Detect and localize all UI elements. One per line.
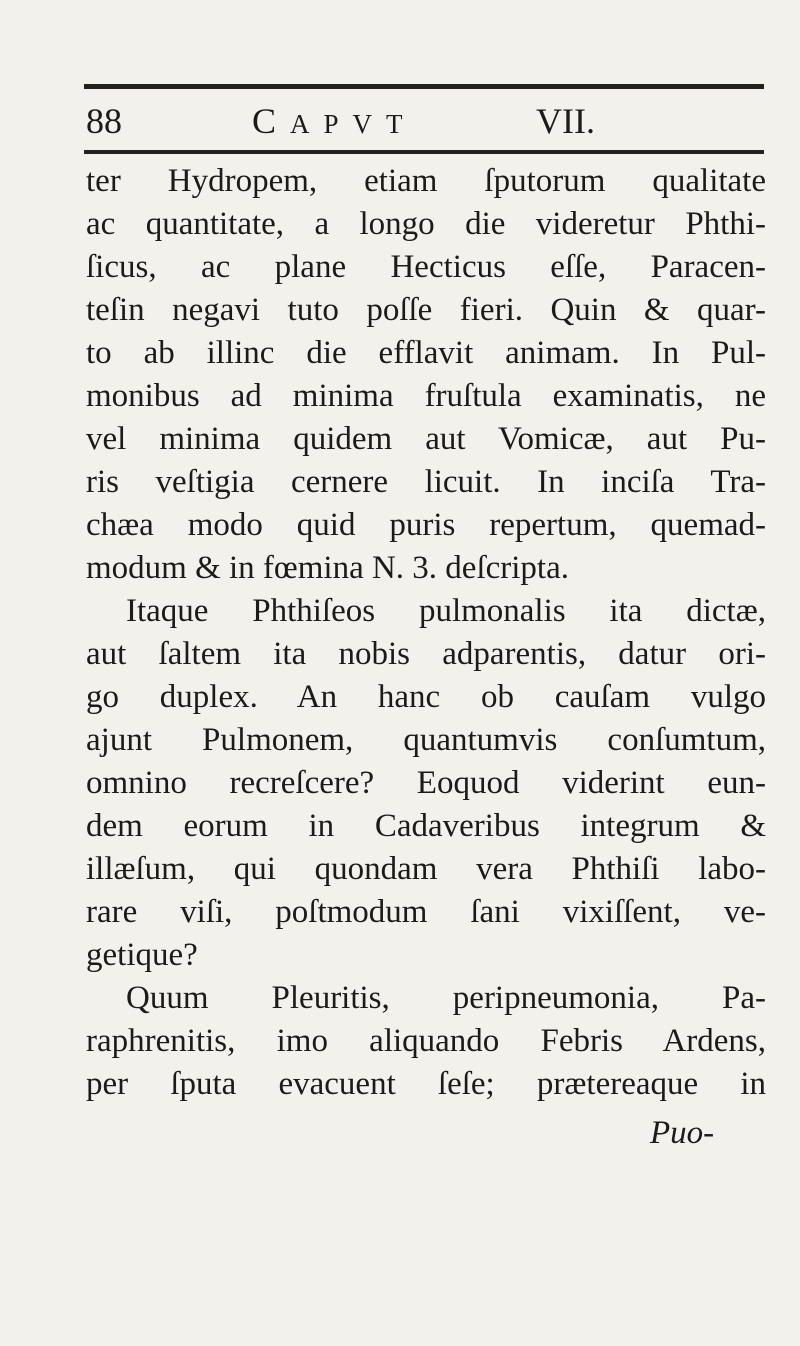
text-line: modum & in fœmina N. 3. deſcripta. bbox=[86, 550, 569, 586]
text-line: chæa modo quid puris repertum, quemad- bbox=[86, 507, 766, 543]
running-title-initial: C bbox=[252, 101, 291, 141]
text-line: Quum Pleuritis, peripneumonia, Pa- bbox=[126, 980, 766, 1016]
text-line: rare viſi, poſtmodum ſani vixiſſent, ve- bbox=[86, 894, 766, 930]
text-line: illæſum, qui quondam vera Phthiſi labo- bbox=[86, 851, 766, 887]
header-rule-bottom bbox=[84, 150, 764, 154]
text-line: per ſputa evacuent ſeſe; prætereaque in bbox=[86, 1066, 766, 1102]
running-title-rest: APVT bbox=[290, 109, 417, 139]
text-line: go duplex. An hanc ob cauſam vulgo bbox=[86, 679, 766, 715]
text-line: ter Hydropem, etiam ſputorum qualitate bbox=[86, 163, 766, 199]
text-line: monibus ad minima fruſtula examinatis, ne bbox=[86, 378, 766, 414]
running-title bbox=[252, 96, 417, 149]
page-number: 88 bbox=[86, 101, 122, 141]
text-line: raphrenitis, imo aliquando Febris Ardens, bbox=[86, 1023, 766, 1059]
text-line: teſin negavi tuto poſſe fieri. Quin & quar- bbox=[86, 292, 766, 328]
text-line: ajunt Pulmonem, quantumvis conſumtum, bbox=[86, 722, 766, 758]
text-line: ris veſtigia cernere licuit. In inciſa Tra- bbox=[86, 464, 766, 500]
text-line: ac quantitate, a longo die videretur Phthi- bbox=[86, 206, 766, 242]
body-text bbox=[86, 160, 766, 1106]
chapter-number: VII. bbox=[536, 101, 595, 141]
catchword: Puo- bbox=[650, 1115, 715, 1151]
text-line: omnino recreſcere? Eoquod viderint eun- bbox=[86, 765, 766, 801]
text-line: vel minima quidem aut Vomicæ, aut Pu- bbox=[86, 421, 766, 457]
text-line: dem eorum in Cadaveribus integrum & bbox=[86, 808, 766, 844]
text-line: Itaque Phthiſeos pulmonalis ita dictæ, bbox=[126, 593, 766, 629]
text-line: to ab illinc die efflavit animam. In Pul- bbox=[86, 335, 766, 371]
text-line: ſicus, ac plane Hecticus eſſe, Paracen- bbox=[86, 249, 766, 285]
header-rule-top bbox=[84, 84, 764, 89]
text-line: getique? bbox=[86, 937, 198, 973]
text-line: aut ſaltem ita nobis adparentis, datur ori- bbox=[86, 636, 766, 672]
page-header bbox=[86, 96, 766, 146]
